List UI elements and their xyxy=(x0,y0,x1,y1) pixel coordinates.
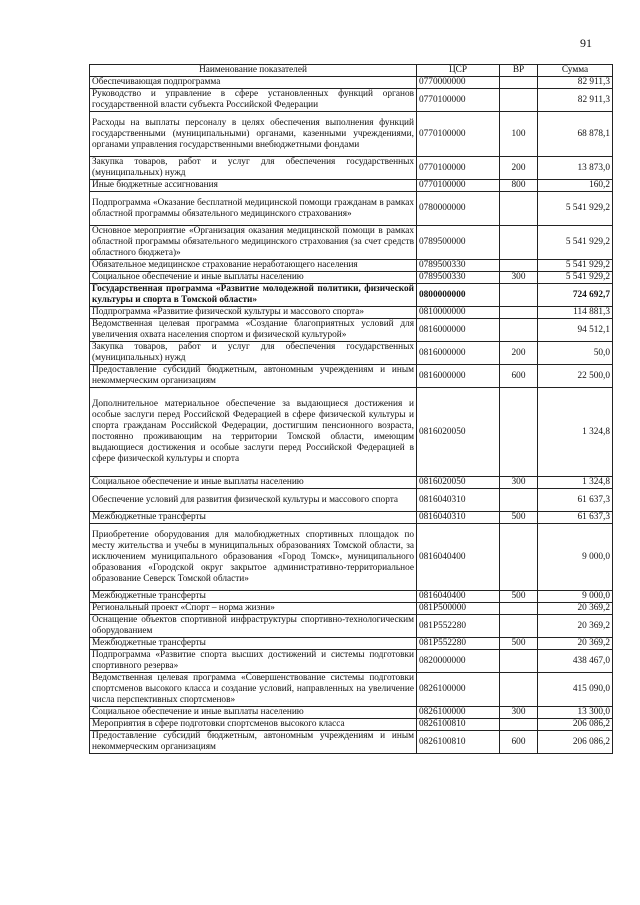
row-csr: 0770100000 xyxy=(417,180,500,192)
row-csr: 0816000000 xyxy=(417,365,500,388)
row-sum: 22 500,0 xyxy=(538,365,613,388)
budget-table xyxy=(89,64,613,754)
table-row xyxy=(90,319,613,342)
row-csr: 0770100000 xyxy=(417,112,500,157)
row-sum: 50,0 xyxy=(538,342,613,365)
table-row xyxy=(90,719,613,731)
row-csr: 0816040400 xyxy=(417,524,500,591)
table-row xyxy=(90,226,613,260)
row-vr: 500 xyxy=(500,591,538,603)
table-row xyxy=(90,512,613,524)
row-vr: 600 xyxy=(500,731,538,754)
row-csr: 0770100000 xyxy=(417,89,500,112)
row-name: Социальное обеспечение и иные выплаты населению xyxy=(90,707,417,719)
row-sum: 5 541 929,2 xyxy=(538,272,613,284)
row-name: Обеспечивающая подпрограмма xyxy=(90,77,417,89)
table-row xyxy=(90,591,613,603)
row-vr xyxy=(500,89,538,112)
row-name: Социальное обеспечение и иные выплаты населению xyxy=(90,477,417,489)
row-name: Закупка товаров, работ и услуг для обеспечения государственных (муниципальных) нужд xyxy=(90,342,417,365)
row-name: Подпрограмма «Развитие спорта высших достижений и системы подготовки спортивного резерва» xyxy=(90,650,417,673)
row-csr: 0816000000 xyxy=(417,319,500,342)
row-name: Руководство и управление в сфере установленных функций органов государственной власти субъекта Российской Федерации xyxy=(90,89,417,112)
row-vr: 600 xyxy=(500,365,538,388)
table-row xyxy=(90,650,613,673)
row-vr xyxy=(500,192,538,226)
table-row xyxy=(90,524,613,591)
row-csr: 0816000000 xyxy=(417,342,500,365)
table-row xyxy=(90,603,613,615)
table-row xyxy=(90,365,613,388)
row-csr: 0789500330 xyxy=(417,260,500,272)
row-vr xyxy=(500,226,538,260)
table-row xyxy=(90,342,613,365)
row-name: Социальное обеспечение и иные выплаты населению xyxy=(90,272,417,284)
row-csr: 0810000000 xyxy=(417,307,500,319)
row-name: Государственная программа «Развитие молодежной политики, физической культуры и спорта в Томской области» xyxy=(90,284,417,307)
row-csr: 081P552280 xyxy=(417,638,500,650)
table-row xyxy=(90,272,613,284)
row-csr: 0789500000 xyxy=(417,226,500,260)
row-csr: 0816040310 xyxy=(417,489,500,512)
table-row xyxy=(90,192,613,226)
table-header-row xyxy=(90,65,613,77)
row-csr: 0816040400 xyxy=(417,591,500,603)
row-vr: 300 xyxy=(500,477,538,489)
row-sum: 20 369,2 xyxy=(538,638,613,650)
row-vr xyxy=(500,489,538,512)
row-name: Обеспечение условий для развития физической культуры и массового спорта xyxy=(90,489,417,512)
row-vr xyxy=(500,77,538,89)
row-vr: 300 xyxy=(500,707,538,719)
row-sum: 5 541 929,2 xyxy=(538,260,613,272)
row-name: Межбюджетные трансферты xyxy=(90,591,417,603)
row-csr: 0816020050 xyxy=(417,388,500,477)
row-sum: 82 911,3 xyxy=(538,89,613,112)
table-row xyxy=(90,638,613,650)
row-csr: 0820000000 xyxy=(417,650,500,673)
row-sum: 20 369,2 xyxy=(538,615,613,638)
table-row xyxy=(90,157,613,180)
row-csr: 0826100000 xyxy=(417,673,500,707)
table-row xyxy=(90,477,613,489)
row-vr xyxy=(500,603,538,615)
row-vr: 500 xyxy=(500,512,538,524)
row-sum: 9 000,0 xyxy=(538,524,613,591)
table-row xyxy=(90,673,613,707)
row-sum: 724 692,7 xyxy=(538,284,613,307)
row-sum: 61 637,3 xyxy=(538,512,613,524)
row-sum: 1 324,8 xyxy=(538,388,613,477)
row-name: Мероприятия в сфере подготовки спортсменов высокого класса xyxy=(90,719,417,731)
row-name: Межбюджетные трансферты xyxy=(90,638,417,650)
table-row xyxy=(90,89,613,112)
row-sum: 415 090,0 xyxy=(538,673,613,707)
row-name: Основное мероприятие «Организация оказания медицинской помощи в рамках областной программы обязательного медицинского страхования (за счет средств областного бюджета)» xyxy=(90,226,417,260)
row-csr: 0826100810 xyxy=(417,719,500,731)
row-name: Ведомственная целевая программа «Создание благоприятных условий для увеличения охвата населения спортом и физической культурой» xyxy=(90,319,417,342)
row-sum: 20 369,2 xyxy=(538,603,613,615)
row-sum: 1 324,8 xyxy=(538,477,613,489)
row-sum: 13 300,0 xyxy=(538,707,613,719)
row-sum: 82 911,3 xyxy=(538,77,613,89)
row-csr: 081P552280 xyxy=(417,615,500,638)
row-vr xyxy=(500,284,538,307)
row-csr: 0780000000 xyxy=(417,192,500,226)
row-vr xyxy=(500,650,538,673)
row-vr xyxy=(500,388,538,477)
row-name: Предоставление субсидий бюджетным, автономным учреждениям и иным некоммерческим организациям xyxy=(90,365,417,388)
table-row xyxy=(90,112,613,157)
row-vr: 200 xyxy=(500,342,538,365)
row-name: Предоставление субсидий бюджетным, автономным учреждениям и иным некоммерческим организациям xyxy=(90,731,417,754)
row-csr: 0826100810 xyxy=(417,731,500,754)
row-sum: 68 878,1 xyxy=(538,112,613,157)
row-sum: 206 086,2 xyxy=(538,731,613,754)
row-vr: 100 xyxy=(500,112,538,157)
table-row xyxy=(90,489,613,512)
row-vr xyxy=(500,524,538,591)
row-vr: 500 xyxy=(500,638,538,650)
table-row xyxy=(90,77,613,89)
row-name: Межбюджетные трансферты xyxy=(90,512,417,524)
table-row xyxy=(90,707,613,719)
row-vr xyxy=(500,319,538,342)
row-vr xyxy=(500,615,538,638)
header-vr: ВР xyxy=(500,65,538,77)
row-sum: 438 467,0 xyxy=(538,650,613,673)
header-sum: Сумма xyxy=(538,65,613,77)
header-csr: ЦСР xyxy=(417,65,500,77)
table-row xyxy=(90,284,613,307)
row-vr xyxy=(500,260,538,272)
row-name: Подпрограмма «Оказание бесплатной медицинской помощи гражданам в рамках областной программы обязательного медицинского страхования» xyxy=(90,192,417,226)
header-name: Наименование показателей xyxy=(90,65,417,77)
row-csr: 0800000000 xyxy=(417,284,500,307)
row-sum: 5 541 929,2 xyxy=(538,226,613,260)
row-name: Ведомственная целевая программа «Совершенствование системы подготовки спортсменов высокого класса и создание условий, направленных на увеличение числа перспективных спортсменов» xyxy=(90,673,417,707)
row-sum: 5 541 929,2 xyxy=(538,192,613,226)
row-sum: 9 000,0 xyxy=(538,591,613,603)
table-row xyxy=(90,731,613,754)
row-vr xyxy=(500,307,538,319)
row-csr: 0770100000 xyxy=(417,157,500,180)
row-sum: 206 086,2 xyxy=(538,719,613,731)
row-vr: 300 xyxy=(500,272,538,284)
row-name: Иные бюджетные ассигнования xyxy=(90,180,417,192)
row-vr: 200 xyxy=(500,157,538,180)
row-name: Приобретение оборудования для малобюджетных спортивных площадок по месту жительства и учебы в муниципальных образованиях Томской области, за исключением муниципального образования «Город Томск», муниципального образования «Городской округ закрытое административно-территориальное образование Северск Томской области» xyxy=(90,524,417,591)
table-row xyxy=(90,307,613,319)
row-vr: 800 xyxy=(500,180,538,192)
row-csr: 081P500000 xyxy=(417,603,500,615)
row-csr: 0770000000 xyxy=(417,77,500,89)
row-name: Подпрограмма «Развитие физической культуры и массового спорта» xyxy=(90,307,417,319)
row-sum: 94 512,1 xyxy=(538,319,613,342)
row-csr: 0789500330 xyxy=(417,272,500,284)
row-sum: 61 637,3 xyxy=(538,489,613,512)
row-sum: 13 873,0 xyxy=(538,157,613,180)
row-sum: 114 881,3 xyxy=(538,307,613,319)
row-sum: 160,2 xyxy=(538,180,613,192)
row-csr: 0816020050 xyxy=(417,477,500,489)
table-row xyxy=(90,388,613,477)
table-row xyxy=(90,260,613,272)
row-vr xyxy=(500,719,538,731)
row-vr xyxy=(500,673,538,707)
table-row xyxy=(90,180,613,192)
row-name: Дополнительное материальное обеспечение за выдающиеся достижения и особые заслуги перед Российской Федерацией в сфере физической культуры и спорта гражданам Российской Федерации, достигшим пенсионного возраста, постоянно проживающим на территории Томской области, имеющим выдающиеся достижения и особые заслуги перед Российской Федерацией в сфере физической культуры и спорта xyxy=(90,388,417,477)
row-csr: 0826100000 xyxy=(417,707,500,719)
row-name: Закупка товаров, работ и услуг для обеспечения государственных (муниципальных) нужд xyxy=(90,157,417,180)
row-name: Оснащение объектов спортивной инфраструктуры спортивно-технологическим оборудованием xyxy=(90,615,417,638)
table-row xyxy=(90,615,613,638)
page-number: 91 xyxy=(580,36,592,50)
row-name: Расходы на выплаты персоналу в целях обеспечения выполнения функций государственными (муниципальными) органами, казенными учреждениями, органами управления государственными внебюджетными фондами xyxy=(90,112,417,157)
row-name: Региональный проект «Спорт – норма жизни» xyxy=(90,603,417,615)
row-name: Обязательное медицинское страхование неработающего населения xyxy=(90,260,417,272)
row-csr: 0816040310 xyxy=(417,512,500,524)
